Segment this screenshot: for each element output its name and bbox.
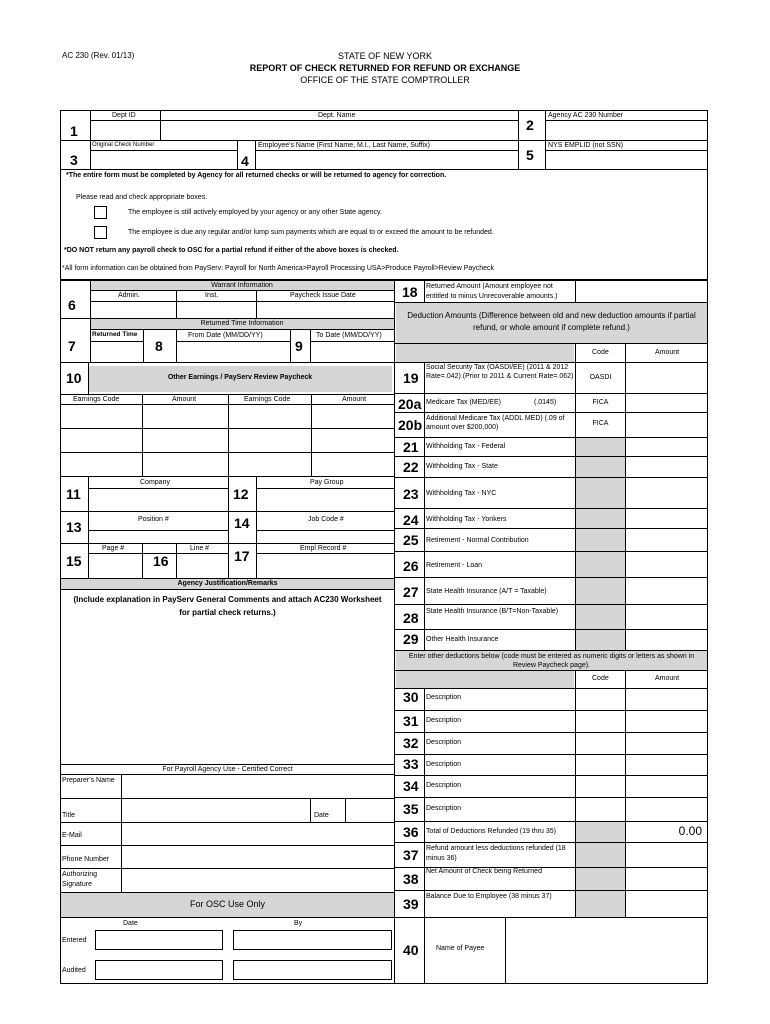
email-label: E-Mail (62, 832, 82, 839)
other-earnings-header: Other Earnings / PayServ Review Paycheck (167, 374, 313, 381)
fica-code: FICA (592, 420, 609, 427)
earnings-code-input[interactable] (61, 405, 141, 427)
field-number: 11 (66, 486, 81, 502)
description-label: Description (426, 694, 462, 701)
payee-name-input[interactable] (506, 918, 707, 983)
pay-group-input[interactable] (257, 489, 394, 510)
health-nontaxable-amount-input[interactable] (626, 605, 707, 629)
health-nontaxable-label: State Health Insurance (B/T=Non-Taxable) (426, 608, 559, 615)
preparer-name-input[interactable] (122, 775, 394, 798)
entered-by-input[interactable] (233, 930, 392, 950)
description-label: Description (426, 805, 462, 812)
dept-id-label: Dept ID (112, 112, 136, 119)
description-label: Description (426, 782, 462, 789)
returned-time-input[interactable] (91, 342, 142, 361)
emplid-label: NYS EMPLID (not SSN) (548, 142, 624, 149)
preparer-label: Preparer's Name (62, 777, 115, 784)
company-label: Company (140, 479, 170, 486)
field-number: 14 (234, 515, 250, 531)
earnings-code-label: Earnings Code (73, 396, 120, 403)
original-check-label: Original Check Number (92, 142, 155, 148)
other-health-label: Other Health Insurance (426, 636, 499, 643)
yonkers-tax-label: Withholding Tax - Yonkers (426, 516, 507, 523)
field-number: 26 (403, 558, 419, 574)
field-number: 6 (68, 297, 76, 313)
other-deductions-header: Enter other deductions below (code must be entered as numeric digits or letters as shown in Review Paycheck page). (408, 653, 695, 669)
field-number: 17 (234, 548, 250, 564)
original-check-input[interactable] (91, 151, 236, 169)
dept-id-input[interactable] (91, 121, 159, 139)
osc-date-label: Date (123, 920, 138, 927)
oasdi-code: OASDI (589, 374, 612, 381)
checkbox-label: The employee is still actively employed by your agency or any other State agency. (128, 209, 382, 216)
justification-note: (Include explanation in PayServ General Comments and attach AC230 Worksheet for partial check returns.) (73, 595, 382, 617)
admin-label: Admin. (118, 292, 140, 299)
code-32-input[interactable] (576, 733, 625, 754)
to-date-label: To Date (MM/DD/YY) (316, 332, 382, 339)
state-tax-amount-input[interactable] (626, 457, 707, 477)
form-title: REPORT OF CHECK RETURNED FOR REFUND OR EXCHANGE (249, 63, 521, 73)
read-check-note: Please read and check appropriate boxes. (76, 194, 208, 201)
entire-form-note: *The entire form must be completed by Agency for all returned checks or will be returned to agency for correction. (66, 172, 447, 179)
earnings-amount-input[interactable] (143, 405, 227, 427)
date-label: Date (314, 812, 329, 819)
inst-label: Inst. (205, 292, 219, 299)
earnings-code-input[interactable] (229, 453, 310, 475)
warrant-info-header: Warrant Information (211, 282, 273, 289)
other-health-amount-input[interactable] (626, 630, 707, 650)
field-number: 20a (398, 396, 422, 412)
code-30-input[interactable] (576, 689, 625, 710)
total-deductions-label: Total of Deductions Refunded (19 thru 35) (426, 828, 556, 835)
field-number: 28 (403, 610, 419, 626)
company-input[interactable] (89, 489, 227, 510)
net-amount-input[interactable] (626, 868, 707, 890)
dept-name-label: Dept. Name (318, 112, 356, 119)
amount-header: Amount (655, 675, 680, 682)
dept-name-input[interactable] (161, 121, 517, 139)
phone-input[interactable] (122, 846, 394, 867)
to-date-input[interactable] (311, 342, 394, 361)
pay-group-label: Pay Group (310, 479, 344, 486)
checkbox-label: The employee is due any regular and/or lump sum payments which are equal to or exceed the amount to be refunded. (128, 229, 494, 236)
balance-due-label: Balance Due to Employee (38 minus 37) (426, 893, 552, 900)
amount-35-input[interactable] (626, 798, 707, 821)
justification-remarks-input[interactable] (61, 620, 394, 764)
field-number: 29 (403, 631, 419, 647)
line-label: Line # (190, 545, 210, 552)
auth-signature-label: Authorizing Signature (62, 871, 98, 888)
field-number: 37 (403, 847, 419, 863)
field-number: 22 (403, 459, 419, 475)
justification-header: Agency Justification/Remarks (177, 580, 278, 587)
job-code-label: Job Code # (308, 516, 344, 523)
field-number: 13 (66, 519, 82, 535)
retirement-amount-input[interactable] (626, 529, 707, 551)
field-number: 35 (403, 801, 419, 817)
inst-input[interactable] (177, 302, 255, 317)
nyc-tax-label: Withholding Tax - NYC (426, 490, 497, 497)
field-number: 10 (66, 370, 82, 386)
agency-number-input[interactable] (546, 121, 707, 139)
amount-label: Amount (342, 396, 367, 403)
field-number: 21 (403, 439, 419, 455)
description-label: Description (426, 761, 462, 768)
description-label: Description (426, 717, 462, 724)
job-code-input[interactable] (257, 531, 394, 542)
state-tax-label: Withholding Tax - State (426, 463, 498, 470)
field-number: 23 (403, 486, 419, 502)
field-number: 36 (403, 824, 419, 840)
emplid-input[interactable] (546, 151, 707, 169)
field-number: 39 (403, 896, 419, 912)
balance-due-input[interactable] (626, 891, 707, 917)
amount-31-input[interactable] (626, 711, 707, 732)
amount-header: Amount (655, 349, 680, 356)
field-number: 1 (70, 123, 78, 139)
description-label: Description (426, 739, 462, 746)
employee-name-label: Employee's Name (First Name, M.I., Last Name, Suffix) (258, 142, 430, 149)
medicare-label: Medicare Tax (MED/EE) (426, 399, 501, 406)
field-number: 2 (526, 117, 534, 133)
earnings-code-input[interactable] (229, 429, 310, 451)
field-number: 40 (403, 942, 419, 958)
certified-header: For Payroll Agency Use - Certified Correct (162, 766, 293, 773)
medicare-amount-input[interactable] (626, 394, 707, 411)
page-input[interactable] (89, 554, 141, 577)
osc-by-label: By (294, 920, 303, 927)
field-number: 9 (295, 338, 303, 354)
earnings-amount-input[interactable] (312, 429, 394, 451)
earnings-code-input[interactable] (229, 405, 310, 427)
notes-block (60, 170, 708, 280)
code-header: Code (592, 675, 609, 682)
issue-date-input[interactable] (257, 302, 394, 317)
title-label: Title (62, 812, 75, 819)
do-not-note: *DO NOT return any payroll check to OSC for a partial refund if either of the above boxes is checked. (64, 247, 399, 254)
field-number: 33 (403, 756, 419, 772)
empl-record-input[interactable] (257, 554, 394, 577)
field-number: 25 (403, 532, 419, 548)
empl-record-label: Empl Record # (300, 545, 347, 552)
returned-time-header: Returned Time Information (200, 320, 284, 327)
oasdi-label: Social Security Tax (OASDI/EE) (2011 & 2012 Rate=.042) (Prior to 2011 & Current Rate=.062) (426, 364, 574, 380)
total-deductions-value: 0.00 (678, 824, 702, 838)
entered-date-input[interactable] (95, 930, 223, 950)
returned-time-label: Returned Time (92, 331, 138, 338)
field-number: 20b (398, 417, 423, 433)
line-input[interactable] (177, 554, 227, 577)
payee-label: Name of Payee (436, 945, 485, 952)
field-number: 31 (403, 713, 419, 729)
field-number: 15 (66, 553, 82, 569)
deduction-amounts-header: Deduction Amounts (Difference between old and new deduction amounts if partial refund, or whole amount if complete refund.) (407, 311, 696, 332)
code-34-input[interactable] (576, 776, 625, 797)
from-date-input[interactable] (177, 342, 289, 361)
email-input[interactable] (122, 823, 394, 844)
earnings-code-label: Earnings Code (244, 396, 291, 403)
due-payments-checkbox[interactable] (94, 226, 107, 239)
medicare-rate: (.0145) (534, 399, 557, 406)
form-id: AC 230 (Rev. 01/13) (62, 51, 135, 60)
code-35-input[interactable] (576, 798, 625, 821)
earnings-code-input[interactable] (61, 429, 141, 451)
federal-tax-label: Withholding Tax - Federal (426, 443, 506, 450)
audited-date-input[interactable] (95, 960, 223, 980)
amount-label: Amount (172, 396, 197, 403)
earnings-amount-input[interactable] (312, 453, 394, 475)
fica-code: FICA (592, 399, 609, 406)
position-label: Position # (138, 516, 169, 523)
employee-name-input[interactable] (256, 151, 517, 169)
audited-by-input[interactable] (233, 960, 392, 980)
entered-label: Entered (62, 937, 87, 944)
field-number: 19 (403, 370, 419, 386)
earnings-code-input[interactable] (61, 453, 141, 475)
nyc-tax-amount-input[interactable] (626, 478, 707, 508)
field-number: 5 (526, 147, 534, 163)
earnings-amount-input[interactable] (312, 405, 394, 427)
oasdi-amount-input[interactable] (626, 363, 707, 392)
amount-30-input[interactable] (626, 689, 707, 710)
field-number: 8 (155, 338, 163, 354)
field-number: 34 (403, 778, 419, 794)
health-taxable-label: State Health Insurance (A/T = Taxable) (426, 588, 547, 595)
refund-less-deductions-label: Refund amount less deductions refunded (18 minus 36) (426, 845, 566, 862)
amount-34-input[interactable] (626, 776, 707, 797)
addl-medicare-amount-input[interactable] (626, 413, 707, 436)
addl-medicare-label: Additional Medicare Tax (ADDL MED) (.09 of amount over $200,000) (426, 415, 565, 431)
admin-input[interactable] (91, 302, 175, 317)
net-amount-label: Net Amount of Check being Returned (426, 868, 542, 875)
code-31-input[interactable] (576, 711, 625, 732)
actively-employed-checkbox[interactable] (94, 206, 107, 219)
agency-number-label: Agency AC 230 Number (548, 112, 624, 119)
yonkers-tax-amount-input[interactable] (626, 509, 707, 528)
title-input[interactable] (122, 799, 309, 821)
code-33-input[interactable] (576, 755, 625, 775)
field-number: 3 (70, 152, 78, 168)
auth-signature-input[interactable] (122, 869, 394, 891)
retirement-loan-amount-input[interactable] (626, 552, 707, 577)
field-number: 18 (402, 284, 418, 300)
date-input[interactable] (346, 799, 394, 821)
position-input[interactable] (89, 531, 227, 542)
field-number: 32 (403, 735, 419, 751)
field-number: 16 (153, 553, 169, 569)
earnings-amount-input[interactable] (143, 429, 227, 451)
field-number: 30 (403, 689, 419, 705)
field-number: 24 (403, 512, 419, 528)
earnings-amount-input[interactable] (143, 453, 227, 475)
field-number: 27 (403, 584, 419, 600)
field-number: 12 (233, 486, 249, 502)
code-header: Code (592, 349, 609, 356)
refund-less-deductions-input[interactable] (626, 843, 707, 867)
audited-label: Audited (62, 967, 86, 974)
field-number: 7 (68, 338, 76, 354)
office-name: OFFICE OF THE STATE COMPTROLLER (300, 75, 470, 85)
amount-33-input[interactable] (626, 755, 707, 775)
payserv-note: *All form information can be obtained from PayServ: Payroll for North America>Payroll Processing USA>Produce Payroll>Review Paycheck (62, 265, 495, 272)
returned-amount-input[interactable] (576, 281, 707, 301)
federal-tax-amount-input[interactable] (626, 438, 707, 456)
health-taxable-amount-input[interactable] (626, 578, 707, 604)
page-label: Page # (102, 545, 125, 552)
state-name: STATE OF NEW YORK (337, 51, 432, 61)
returned-amount-label: Returned Amount (Amount employee not entitled to minus Unrecoverable amounts.) (426, 283, 558, 300)
amount-32-input[interactable] (626, 733, 707, 754)
retirement-loan-label: Retirement - Loan (426, 562, 483, 569)
field-number: 4 (241, 153, 249, 169)
phone-label: Phone Number (62, 856, 110, 863)
from-date-label: From Date (MM/DD/YY) (188, 332, 263, 339)
issue-date-label: Paycheck Issue Date (290, 292, 356, 299)
field-number: 38 (403, 871, 419, 887)
retirement-label: Retirement - Normal Contribution (426, 537, 529, 544)
osc-use-header: For OSC Use Only (189, 899, 265, 909)
